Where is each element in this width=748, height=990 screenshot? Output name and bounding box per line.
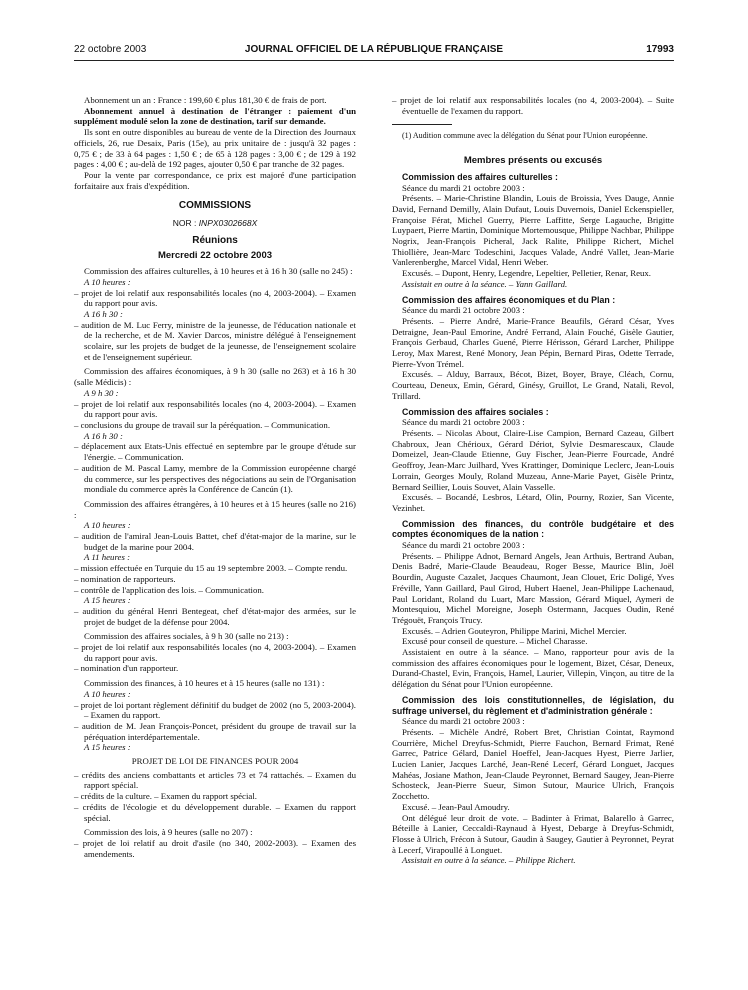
- s3-date: Séance du mardi 21 octobre 2003 :: [402, 417, 525, 428]
- s3-excused: Excusés. – Bocandé, Lesbros, Létard, Olin, Pourny, Rozier, San Vicente, Vezinhet.: [392, 492, 674, 513]
- s2-excused: Excusés. – Alduy, Barraux, Bécot, Bizet, Boyer, Braye, Cléach, Cornu, Courteau, Deneux, Emin, Gérard, Ginésy, Gruillot, Le Grand, Natali, Revol, Trillard.: [392, 369, 674, 401]
- s4-attending: Assistaient en outre à la séance. – Mano, rapporteur pour avis de la commission des affaires économiques pour le logement, Bizet, César, Deneux, Durand-Chastel, Evin, François, Hamel, Laurier, Villepin, Vinçon, au titre de la délégation du Sénat pour l'Union européenne.: [392, 647, 674, 690]
- nor-reference: [74, 218, 356, 229]
- s1-heading: Commission des affaires culturelles :: [402, 171, 558, 182]
- s1-date: Séance du mardi 21 octobre 2003 :: [402, 182, 525, 193]
- s5-excused: Excusé. – Jean-Paul Amoudry.: [402, 801, 510, 812]
- c1-time-b: A 16 h 30 :: [84, 308, 123, 319]
- c3-time-a: A 10 heures :: [84, 520, 131, 531]
- reunions-title: Réunions: [192, 234, 238, 246]
- c2-time-a: A 9 h 30 :: [84, 387, 119, 398]
- page-header: [74, 44, 674, 61]
- s5-attending: Assistait en outre à la séance. – Philippe Richert.: [402, 855, 576, 866]
- s1-attending: Assistait en outre à la séance. – Yann Gaillard.: [402, 278, 568, 289]
- c5-item-a2: – audition de M. Jean François-Poncet, président du groupe de travail sur la péréquation interdépartementale.: [74, 720, 356, 742]
- footnote: (1) Audition commune avec la délégation du Sénat pour l'Union européenne.: [402, 131, 648, 141]
- c5-time-b: A 15 heures :: [84, 742, 131, 753]
- s1-excused: Excusés. – Dupont, Henry, Legendre, Lepeltier, Pelletier, Renar, Reux.: [402, 268, 652, 279]
- meeting-day: Mercredi 22 octobre 2003: [157, 250, 273, 262]
- c3-heading: Commission des affaires étrangères, à 10 heures et à 15 heures (salle no 216) :: [74, 498, 356, 520]
- c5-item-a1: – projet de loi portant règlement définitif du budget de 2002 (no 5, 2003-2004). – Examen du rapport.: [74, 699, 356, 721]
- c3-item-b3: – contrôle de l'application des lois. – Communication.: [74, 584, 264, 595]
- c1-heading: Commission des affaires culturelles, à 10 heures et à 16 h 30 (salle no 245) :: [84, 266, 353, 277]
- s4-present: Présents. – Philippe Adnot, Bernard Angels, Jean Arthuis, Bertrand Auban, Denis Badré, Marie-Claude Beaudeau, Roger Besse, Maurice Blin, Joël Bourdin, Auguste Cazalet, Jacques Chaumont, Jean Clouet, Eric Doligé, Yves Fréville, Yann Gaillard, Paul Girod, Hubert Haenel, Jean-Philippe Lachenaud, Paul Loridant, Roland du Luart, Marc Massion, Gérard Miquel, Aymeri de Montesquiou, Michel Moreigne, Joseph Ostermann, Jacques Oudin, René Trégouët, François Trucy.: [392, 550, 674, 625]
- c6-item-2: – projet de loi relatif aux responsabilités locales (no 4, 2003-2004). – Suite éventuelle de l'examen du rapport.: [392, 95, 674, 116]
- c4-item-2: – nomination d'un rapporteur.: [74, 663, 179, 674]
- s4-heading: Commission des finances, du contrôle budgétaire et des comptes économiques de la nation :: [392, 518, 674, 540]
- s5-heading: Commission des lois constitutionnelles, de législation, du suffrage universel, du règlement et d'administration générale :: [392, 694, 674, 716]
- c4-heading: Commission des affaires sociales, à 9 h 30 (salle no 213) :: [84, 631, 289, 642]
- c1-time-a: A 10 heures :: [84, 276, 131, 287]
- s1-present: Présents. – Marie-Christine Blandin, Louis de Broissia, Yves Dauge, Annie David, Fernand Demilly, Alain Dufaut, Louis Duvernois, Daniel Eckenspieller, Françoise Férat, Michel Guerry, Pierre Laffitte, Serge Lagauche, Brigitte Luypaert, Pierre Martin, Dominique Mortemousque, Philippe Nachbar, Philippe Nogrix, Jean-François Picheral, Jack Ralite, Philippe Richert, Michel Thiollière, Jean-Marc Todeschini, Jacques Valade, André Vallet, Jean-Marie Vanlerenberghe, Marcel Vidal, Henri Weber.: [392, 193, 674, 268]
- c2-item-a1: – projet de loi relatif aux responsabilités locales (no 4, 2003-2004). – Examen du rapport pour avis.: [74, 398, 356, 420]
- c2-heading: Commission des affaires économiques, à 9 h 30 (salle no 263) et à 16 h 30 (salle Médicis) :: [74, 366, 356, 388]
- c6-heading: Commission des lois, à 9 heures (salle no 207) :: [84, 827, 253, 838]
- members-title: Membres présents ou excusés: [463, 155, 603, 167]
- s3-present: Présents. – Nicolas About, Claire-Lise Campion, Bernard Cazeau, Gilbert Chabroux, Jean Chérioux, Gérard Dériot, Sylvie Desmarescaux, Claude Domeizel, Jean-Claude Etienne, Guy Fischer, Jean-Pierre Fourcade, André Geoffroy, Jean-Marc Juilhard, Yves Krattinger, Dominique Leclerc, Jean-Louis Lorrain, Georges Mouly, Roland Muzeau, Anne-Marie Payet, Gisèle Printz, Bernard Seillier, Louis Souvet, Alain Vasselle.: [392, 427, 674, 492]
- header-page-number: 17993: [646, 44, 674, 55]
- s2-date: Séance du mardi 21 octobre 2003 :: [402, 305, 525, 316]
- c3-item-c1: – audition du général Henri Bentegeat, chef d'état-major des armées, sur le projet de budget de la défense pour 2004.: [74, 605, 356, 627]
- c3-item-a1: – audition de l'amiral Jean-Louis Battet, chef d'état-major de la marine, sur le budget de la marine pour 2004.: [74, 531, 356, 552]
- header-date: 22 octobre 2003: [74, 44, 147, 55]
- c5-item-b3: – crédits de l'écologie et du développement durable. – Examen du rapport spécial.: [74, 801, 356, 823]
- c2-item-b2: – audition de M. Pascal Lamy, membre de la Commission européenne chargé du commerce, sur les perspectives des négociations au sein de l'Organisation mondiale du commerce après la Conférence de Cancún (1).: [74, 462, 356, 495]
- s5-date: Séance du mardi 21 octobre 2003 :: [402, 716, 525, 727]
- c5-item-b1: – crédits des anciens combattants et articles 73 et 74 rattachés. – Examen du rapport spécial.: [74, 769, 356, 791]
- c2-time-b: A 16 h 30 :: [84, 430, 123, 441]
- subscription-abroad: Abonnement annuel à destination de l'étranger : paiement d'un supplément modulé selon la zone de destination, tarif sur demande.: [74, 105, 356, 127]
- c3-time-b: A 11 heures :: [84, 552, 131, 563]
- c2-item-a2: – conclusions du groupe de travail sur la péréquation. – Communication.: [74, 419, 331, 430]
- c4-item-1: – projet de loi relatif aux responsabilités locales (no 4, 2003-2004). – Examen du rapport pour avis.: [74, 642, 356, 663]
- c5-heading: Commission des finances, à 10 heures et à 15 heures (salle no 131) :: [84, 678, 325, 689]
- s2-heading: Commission des affaires économiques et du Plan :: [402, 294, 616, 305]
- header-title: JOURNAL OFFICIEL DE LA RÉPUBLIQUE FRANÇAISE: [244, 44, 504, 55]
- c1-item-a1: – projet de loi relatif aux responsabilités locales (no 4, 2003-2004). – Examen du rapport pour avis.: [74, 287, 356, 309]
- s3-heading: Commission des affaires sociales :: [402, 406, 549, 417]
- s5-delegated: Ont délégué leur droit de vote. – Badinter à Frimat, Balarello à Garrec, Béteille à Lanier, Ceccaldi-Raynaud à Hyest, Debarge à Dreyfus-Schmidt, Flosse à Ulrich, Frécon à Sutour, Gaudin à Saugey, Gautier à Peyronnet, Peyrat à Lecerf, Virapoullé à Longuet.: [392, 812, 674, 855]
- c3-item-b1: – mission effectuée en Turquie du 15 au 19 septembre 2003. – Compte rendu.: [74, 563, 348, 574]
- c3-item-b2: – nomination de rapporteurs.: [74, 573, 176, 584]
- c5-item-b2: – crédits de la culture. – Examen du rapport spécial.: [74, 791, 257, 802]
- c5-plf-title: PROJET DE LOI DE FINANCES POUR 2004: [131, 756, 299, 767]
- nor-label: NOR :: [172, 218, 197, 229]
- s5-present: Présents. – Michèle André, Robert Bret, Christian Cointat, Raymond Courrière, Michel Dreyfus-Schmidt, Pierre Fauchon, Bernard Frimat, René Garrec, Patrice Gélard, Daniel Hoeffel, Jean-Jacques Hyest, Pierre Jarlier, Lucien Lanier, Jacques Larché, Jean-René Lecerf, Gérard Longuet, Jacques Mahéas, Josiane Mathon, Jean-Claude Peyronnet, Bernard Saugey, Jean-Pierre Schosteck, Jean-Pierre Sueur, Simon Sutour, Maurice Ulrich, François Zocchetto.: [392, 726, 674, 802]
- subscription-unit-prices: Ils sont en outre disponibles au bureau de vente de la Direction des Journaux officiels, 26, rue Desaix, Paris (15e), au prix unitaire de : jusqu'à 32 pages : 0,75 € ; de 33 à 64 pages : 1,50 € ; de 65 à 128 pages : 3,00 € ; de 129 à 192 pages : 4,00 € ; au-delà de 192 pages, ajouter 0,50 € par tranche de 32 pages.: [74, 127, 356, 170]
- s4-excused: Excusés. – Adrien Gouteyron, Philippe Marini, Michel Mercier.: [402, 625, 627, 636]
- s4-date: Séance du mardi 21 octobre 2003 :: [402, 540, 525, 551]
- footnote-rule: [392, 124, 452, 125]
- c5-time-a: A 10 heures :: [84, 688, 131, 699]
- subscription-price: Abonnement un an : France : 199,60 € plus 181,30 € de frais de port.: [84, 95, 327, 105]
- subscription-mail: Pour la vente par correspondance, ce prix est majoré d'une participation forfaitaire aux frais d'expédition.: [74, 169, 356, 191]
- s2-present: Présents. – Pierre André, Marie-France Beaufils, Gérard César, Yves Detraigne, Jean-Paul Emorine, André Ferrand, Alain Fouché, Gisèle Gautier, François Gerbaud, Charles Guené, Pierre Hérisson, Gérard Larcher, Philippe Leroy, Max Marest, René Monory, Jean Pépin, Bernard Piras, Odette Terrade, Pierre-Yvon Trémel.: [392, 315, 674, 369]
- c1-item-b1: – audition de M. Luc Ferry, ministre de la jeunesse, de l'éducation nationale et de la recherche, et de M. Xavier Darcos, ministre délégué à l'enseignement scolaire, sur les projets de budget de la jeunesse, de l'enseignement scolaire et de l'enseignement supérieur.: [74, 319, 356, 362]
- nor-value: INPX0302668X: [198, 218, 258, 229]
- c2-item-b1: – déplacement aux Etats-Unis effectué en septembre par le groupe d'étude sur l'énergie. – Communication.: [74, 441, 356, 463]
- c6-item-1: – projet de loi relatif au droit d'asile (no 340, 2002-2003). – Examen des amendements.: [74, 838, 356, 859]
- right-column: [392, 95, 674, 866]
- c3-time-c: A 15 heures :: [84, 595, 131, 606]
- commissions-title: COMMISSIONS: [178, 200, 252, 212]
- left-column: [74, 95, 356, 859]
- s4-excused-questure: Excusé pour conseil de questure. – Michel Charasse.: [402, 636, 588, 647]
